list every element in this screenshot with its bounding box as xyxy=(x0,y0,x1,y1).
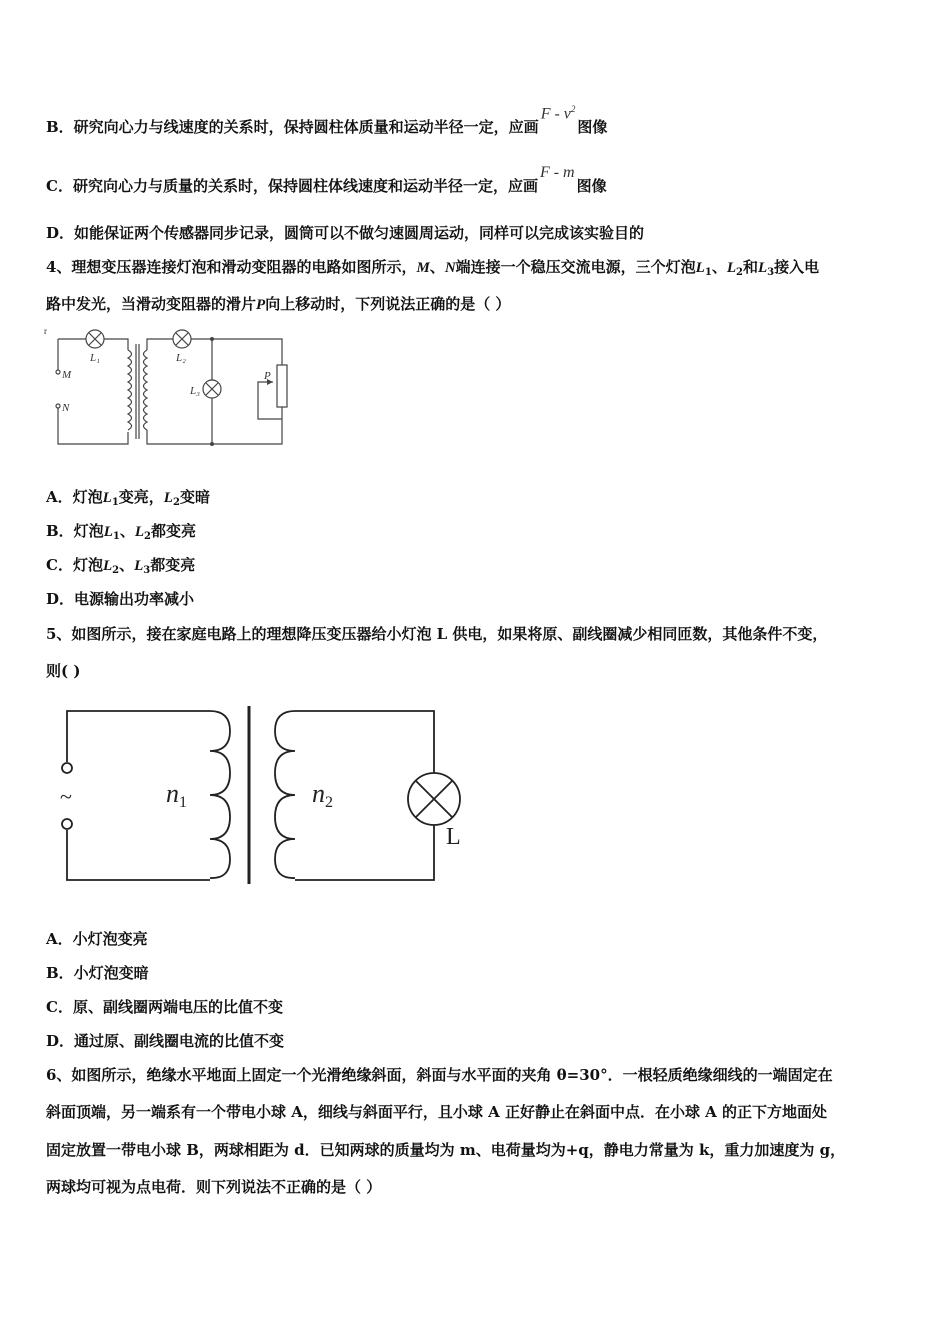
option-b-suffix: 图像 xyxy=(577,118,608,136)
q4-label-l1: L₁ xyxy=(90,352,100,364)
q6-stem-line3: 固定放置一带电小球 B，两球相距为 d．已知两球的质量均为 m、电荷量均为+q，静电力常量为 k，重力加速度为 g， xyxy=(46,1141,846,1159)
q4-label-n: N xyxy=(62,402,70,414)
q4-label-p: P xyxy=(264,370,271,382)
option-c-formula: F - m xyxy=(539,164,575,181)
q4-option-a: A．灯泡$L_1$变亮，$L_2$变暗 xyxy=(46,488,210,508)
option-b-formula: F - $v^2$ xyxy=(540,103,576,122)
svg-text:r: r xyxy=(44,326,47,336)
option-c xyxy=(46,164,607,196)
q5-stem-line1: 5、如图所示，接在家庭电路上的理想降压变压器给小灯泡 L 供电，如果将原、副线圈减少相同匝数，其他条件不变， xyxy=(46,625,828,643)
q4-label-m: M xyxy=(62,369,72,381)
option-c-prefix: C．研究向心力与质量的关系时，保持圆柱体线速度和运动半径一定，应画 xyxy=(46,177,538,195)
option-c-suffix: 图像 xyxy=(576,177,607,195)
q5-option-c: C．原、副线圈两端电压的比值不变 xyxy=(46,998,283,1016)
q4-label-l3: L₃ xyxy=(190,385,200,397)
q5-option-b: B．小灯泡变暗 xyxy=(46,964,149,982)
option-b xyxy=(46,103,608,137)
q5-option-a: A．小灯泡变亮 xyxy=(46,930,148,948)
option-d: D．如能保证两个传感器同步记录，圆筒可以不做匀速圆周运动，同样可以完成该实验目的 xyxy=(46,224,645,242)
q5-option-d: D．通过原、副线圈电流的比值不变 xyxy=(46,1032,285,1050)
q4-label-l2: L₂ xyxy=(176,352,186,364)
q5-stem-line2: 则( ) xyxy=(46,662,81,680)
q4-option-c: C．灯泡$L_2$、$L_3$都变亮 xyxy=(46,556,196,576)
q4-stem-line2: 路中发光，当滑动变阻器的滑片P向上移动时，下列说法正确的是（ ） xyxy=(46,295,511,313)
q5-ac-symbol: ~ xyxy=(60,784,72,809)
q5-label-n1: n1 xyxy=(166,779,187,811)
q4-option-b: B．灯泡$L_1$、$L_2$都变亮 xyxy=(46,522,196,542)
q6-stem-line2: 斜面顶端，另一端系有一个带电小球 A，细线与斜面平行，且小球 A 正好静止在斜面中点．在小球 A 的正下方地面处 xyxy=(46,1103,828,1121)
q5-transformer-figure xyxy=(50,700,480,890)
q6-stem-line1: 6、如图所示，绝缘水平地面上固定一个光滑绝缘斜面，斜面与水平面的夹角 θ=30°．一根轻质绝缘细线的一端固定在 xyxy=(46,1066,833,1084)
q4-stem-line1: 4、理想变压器连接灯泡和滑动变阻器的电路如图所示，M、N端连接一个稳压交流电源，三个灯泡$L_1$、$L_2$和$L_3$接入电 xyxy=(46,258,820,278)
q5-label-n2: n2 xyxy=(312,779,333,811)
q5-label-l: L xyxy=(446,824,461,850)
q6-stem-line4: 两球均可视为点电荷．则下列说法不正确的是（ ） xyxy=(46,1178,382,1196)
q4-option-d: D．电源输出功率减小 xyxy=(46,590,195,608)
q4-circuit-figure xyxy=(44,324,294,449)
option-b-prefix: B．研究向心力与线速度的关系时，保持圆柱体质量和运动半径一定，应画 xyxy=(46,118,539,136)
